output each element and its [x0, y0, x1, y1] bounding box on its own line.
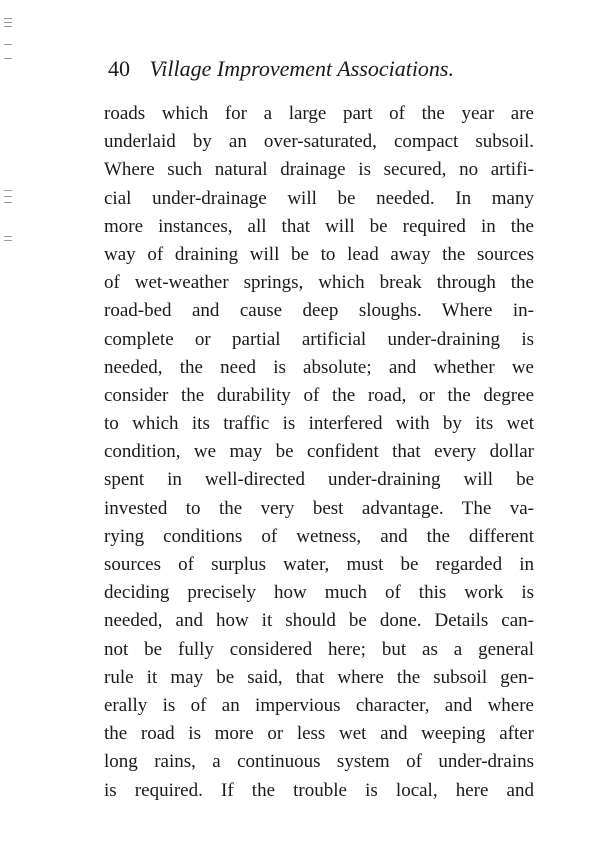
- scan-mark: [4, 190, 12, 191]
- text-line: more instances, all that will be required in the: [104, 215, 534, 237]
- text-line: cial under-drainage will be needed. In many: [104, 187, 534, 209]
- text-line: way of draining will be to lead away the sources: [104, 243, 534, 265]
- text-line: rule it may be said, that where the subsoil gen-: [104, 666, 534, 688]
- text-line: long rains, a continuous system of under-drains: [104, 751, 534, 773]
- text-line: rying conditions of wetness, and the different: [104, 525, 534, 547]
- text-line: invested to the very best advantage. The va-: [104, 497, 534, 519]
- text-line: is required. If the trouble is local, here and: [104, 779, 534, 801]
- text-line: to which its traffic is interfered with by its wet: [104, 413, 534, 435]
- scan-mark: [4, 44, 12, 45]
- page-header: [108, 52, 528, 86]
- text-line: needed, and how it should be done. Details can-: [104, 610, 534, 632]
- text-line: not be fully considered here; but as a general: [104, 638, 534, 660]
- text-line: the road is more or less wet and weeping after: [104, 723, 534, 745]
- scan-mark: [4, 240, 12, 241]
- scan-mark: [4, 58, 12, 59]
- text-line: condition, we may be confident that every dollar: [104, 441, 534, 463]
- page-number: 40: [108, 56, 130, 81]
- body-text: [104, 100, 534, 805]
- text-line: erally is of an impervious character, and where: [104, 694, 534, 716]
- scan-mark: [4, 22, 12, 23]
- text-line: consider the durability of the road, or the degree: [104, 384, 534, 406]
- scan-mark: [4, 196, 12, 197]
- text-line: sources of surplus water, must be regarded in: [104, 554, 534, 575]
- scan-mark: [4, 26, 12, 27]
- text-line: complete or partial artificial under-draining is: [104, 328, 534, 350]
- text-line: of wet-weather springs, which break through the: [104, 272, 534, 294]
- text-line: road-bed and cause deep sloughs. Where in-: [104, 300, 534, 322]
- text-line: Where such natural drainage is secured, no artifi-: [104, 159, 534, 181]
- running-title: Village Improvement Associations.: [149, 56, 454, 81]
- text-line: underlaid by an over-saturated, compact subsoil.: [104, 131, 534, 153]
- text-line: deciding precisely how much of this work is: [104, 582, 534, 604]
- scan-mark: [4, 236, 12, 237]
- scan-mark: [4, 18, 12, 19]
- scan-mark: [4, 202, 12, 203]
- text-line: spent in well-directed under-draining will be: [104, 469, 534, 491]
- text-line: roads which for a large part of the year are: [104, 103, 534, 124]
- text-line: needed, the need is absolute; and whether we: [104, 356, 534, 378]
